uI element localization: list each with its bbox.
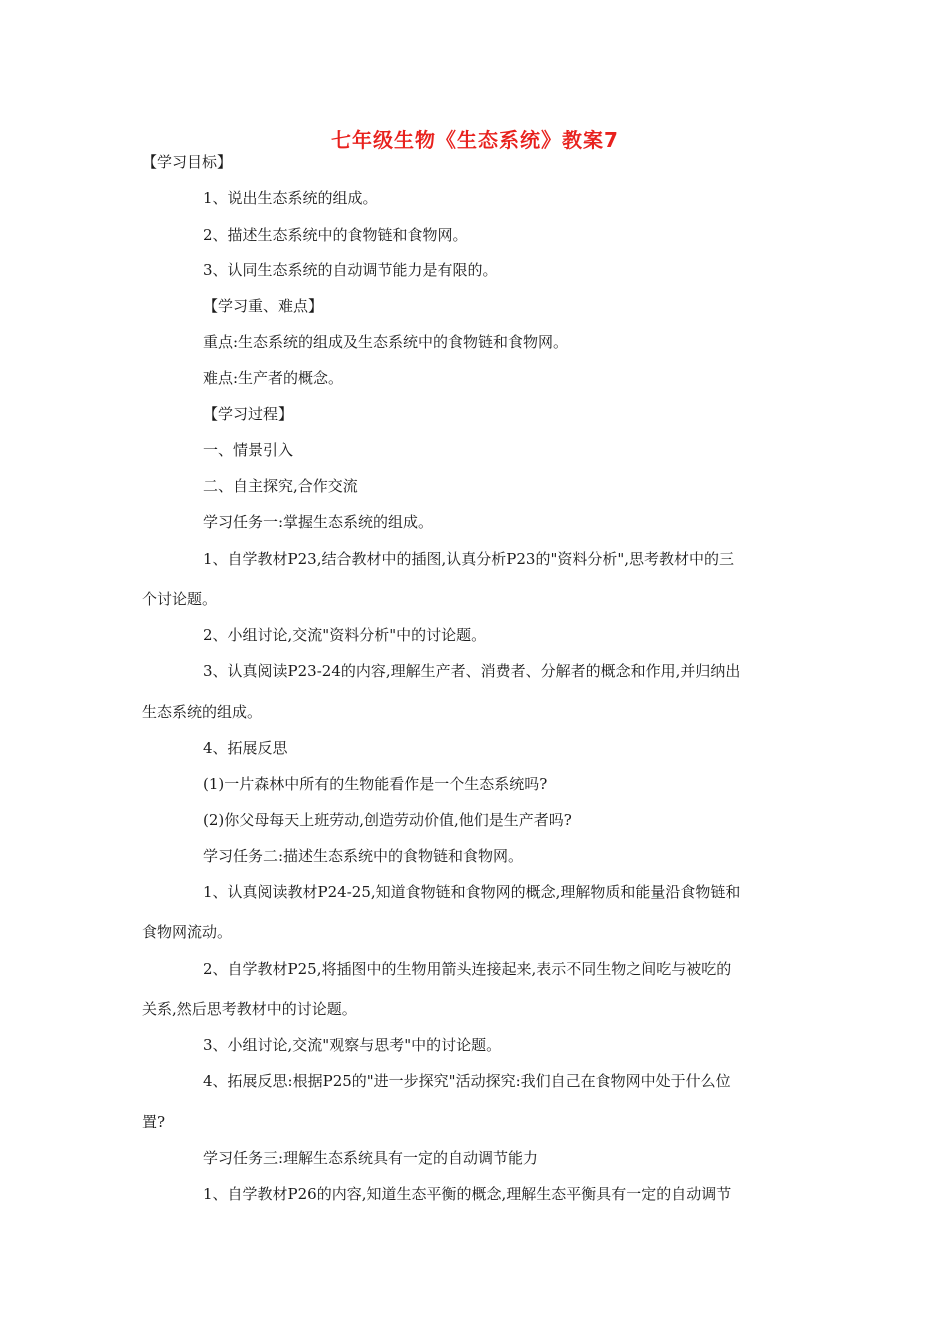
document-title: 七年级生物《生态系统》教案7 — [331, 128, 619, 152]
task-2-item-2: 2、自学教材P25,将插图中的生物用箭头连接起来,表示不同生物之间吃与被吃的 — [203, 960, 732, 978]
objective-1: 1、说出生态系统的组成。 — [203, 189, 378, 207]
section-heading-process: 【学习过程】 — [203, 405, 294, 423]
task-3-heading: 学习任务三:理解生态系统具有一定的自动调节能力 — [203, 1149, 539, 1167]
task-2-item-4-cont: 置? — [142, 1113, 166, 1131]
task-2-heading: 学习任务二:描述生态系统中的食物链和食物网。 — [203, 847, 524, 865]
step-exploration: 二、自主探究,合作交流 — [203, 477, 358, 495]
task-2-item-1-cont: 食物网流动。 — [142, 923, 233, 941]
reflection-question-2: (2)你父母每天上班劳动,创造劳动价值,他们是生产者吗? — [203, 811, 572, 829]
task-1-item-1-cont: 个讨论题。 — [142, 590, 218, 608]
task-1-item-4: 4、拓展反思 — [203, 739, 288, 757]
key-point: 重点:生态系统的组成及生态系统中的食物链和食物网。 — [203, 333, 569, 351]
task-2-item-3: 3、小组讨论,交流"观察与思考"中的讨论题。 — [203, 1036, 502, 1054]
task-1-item-1: 1、自学教材P23,结合教材中的插图,认真分析P23的"资料分析",思考教材中的三 — [203, 550, 735, 568]
task-1-heading: 学习任务一:掌握生态系统的组成。 — [203, 513, 434, 531]
task-1-item-2: 2、小组讨论,交流"资料分析"中的讨论题。 — [203, 626, 487, 644]
task-1-item-3-cont: 生态系统的组成。 — [142, 703, 263, 721]
task-2-item-1: 1、认真阅读教材P24-25,知道食物链和食物网的概念,理解物质和能量沿食物链和 — [203, 883, 741, 901]
task-1-item-3: 3、认真阅读P23-24的内容,理解生产者、消费者、分解者的概念和作用,并归纳出 — [203, 662, 741, 680]
difficult-point: 难点:生产者的概念。 — [203, 369, 344, 387]
task-2-item-4: 4、拓展反思:根据P25的"进一步探究"活动探究:我们自己在食物网中处于什么位 — [203, 1072, 731, 1090]
reflection-question-1: (1)一片森林中所有的生物能看作是一个生态系统吗? — [203, 775, 548, 793]
task-3-item-1: 1、自学教材P26的内容,知道生态平衡的概念,理解生态平衡具有一定的自动调节 — [203, 1185, 732, 1203]
objective-2: 2、描述生态系统中的食物链和食物网。 — [203, 226, 468, 244]
step-introduction: 一、情景引入 — [203, 441, 294, 459]
section-heading-objectives: 【学习目标】 — [142, 153, 233, 171]
task-2-item-2-cont: 关系,然后思考教材中的讨论题。 — [142, 1000, 357, 1018]
objective-3: 3、认同生态系统的自动调节能力是有限的。 — [203, 261, 498, 279]
section-heading-key-points: 【学习重、难点】 — [203, 297, 324, 315]
